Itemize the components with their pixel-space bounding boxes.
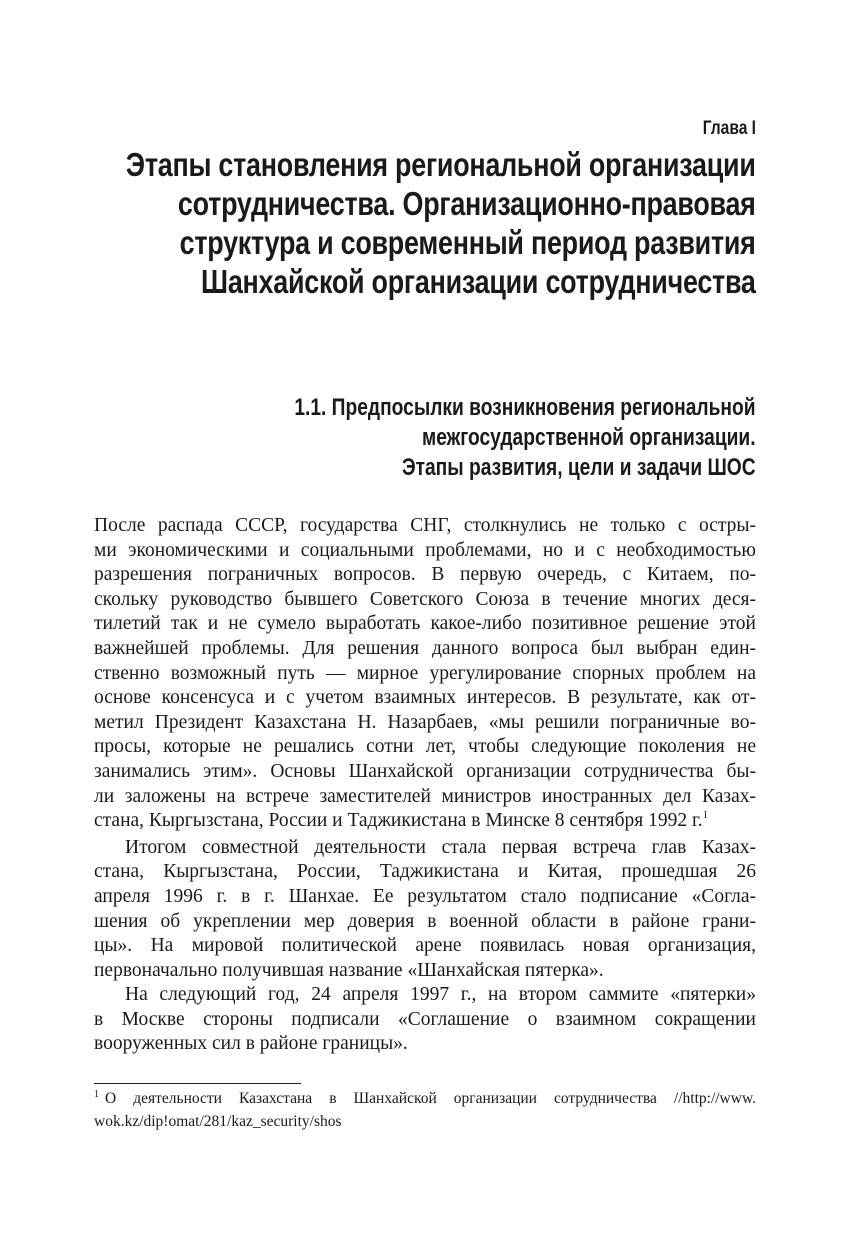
text-line: разрешения пограничных вопросов. В первую очередь, с Китаем, по-: [94, 564, 756, 586]
footnote-divider: [94, 1083, 301, 1084]
section-title-line: 1.1. Предпосылки возникновения региональной: [294, 394, 756, 421]
text-line: вооруженных сил в районе границы».: [94, 1033, 408, 1055]
text-line: шения об укреплении мер доверия в военной области в районе грани-: [94, 910, 756, 932]
footnote-line: [94, 1088, 756, 1111]
section-title-line: межгосударственной организации.: [422, 424, 756, 451]
text-line-content: стана, Кыргызстана, России и Таджикистана в Минске 8 сентября 1992 г.: [94, 810, 703, 832]
section-title-line: Этапы развития, цели и задачи ШОС: [402, 454, 756, 481]
text-line: ми экономическими и социальными проблемами, но и с необходимостью: [94, 539, 756, 561]
chapter-title-line: сотрудничества. Организационно-правовая: [178, 185, 757, 222]
text-line: [94, 809, 756, 836]
text-line: скольку руководство бывшего Советского Союза в течение многих деся-: [94, 588, 756, 610]
chapter-title-line: структура и современный период развития: [179, 224, 756, 261]
chapter-title-line: Этапы становления региональной организации: [126, 146, 756, 183]
text-line: После распада СССР, государства СНГ, столкнулись не только с остры-: [94, 515, 756, 536]
text-line: цы». На мировой политической арене появилась новая организация,: [94, 935, 756, 957]
footnote-reference[interactable]: 1: [702, 809, 709, 822]
text-line: На следующий год, 24 апреля 1997 г., на втором саммите «пятерки»: [125, 984, 756, 1006]
text-line: ли заложены на встрече заместителей министров иностранных дел Казах-: [94, 785, 756, 807]
text-line: основе консенсуса и с учетом взаимных интересов. В результате, как от-: [94, 687, 756, 709]
text-line: важнейшей проблемы. Для решения данного вопроса был выбран един-: [94, 637, 756, 659]
footnote-text: О деятельности Казахстана в Шанхайской организации сотрудничества //http://www.: [105, 1090, 756, 1107]
section-title: [295, 393, 756, 483]
text-line: просы, которые не решались сотни лет, чтобы следующие поколения не: [94, 736, 756, 758]
text-line: стана, Кыргызстана, России, Таджикистана и Китая, прошедшая 26: [94, 861, 756, 883]
footnote: [94, 1088, 756, 1132]
text-line: апреля 1996 г. в г. Шанхае. Ее результатом стало подписание «Согла-: [94, 885, 756, 907]
text-line: ственно возможный путь — мирное урегулирование спорных проблем на: [94, 662, 756, 684]
text-line: первоначально получившая название «Шанхайская пятерка».: [94, 959, 604, 981]
text-line: тилетий так и не сумело выработать какое-либо позитивное решение этой: [94, 613, 756, 635]
chapter-title-line: Шанхайской организации сотрудничества: [201, 263, 756, 300]
footnote-line: wok.kz/dip!omat/281/kaz_security/shos: [94, 1113, 342, 1130]
chapter-label: Глава I: [702, 118, 756, 139]
chapter-title: [126, 145, 756, 301]
text-line: в Москве стороны подписали «Соглашение о взаимном сокращении: [94, 1008, 756, 1030]
body-text: [94, 514, 756, 1057]
footnote-marker: 1: [94, 1089, 99, 1100]
text-line: занимались этим». Основы Шанхайской организации сотрудничества бы-: [94, 760, 756, 782]
text-line: Итогом совместной деятельности стала первая встреча глав Казах-: [125, 836, 756, 858]
text-line: метил Президент Казахстана Н. Назарбаев, «мы решили пограничные во-: [94, 711, 756, 733]
